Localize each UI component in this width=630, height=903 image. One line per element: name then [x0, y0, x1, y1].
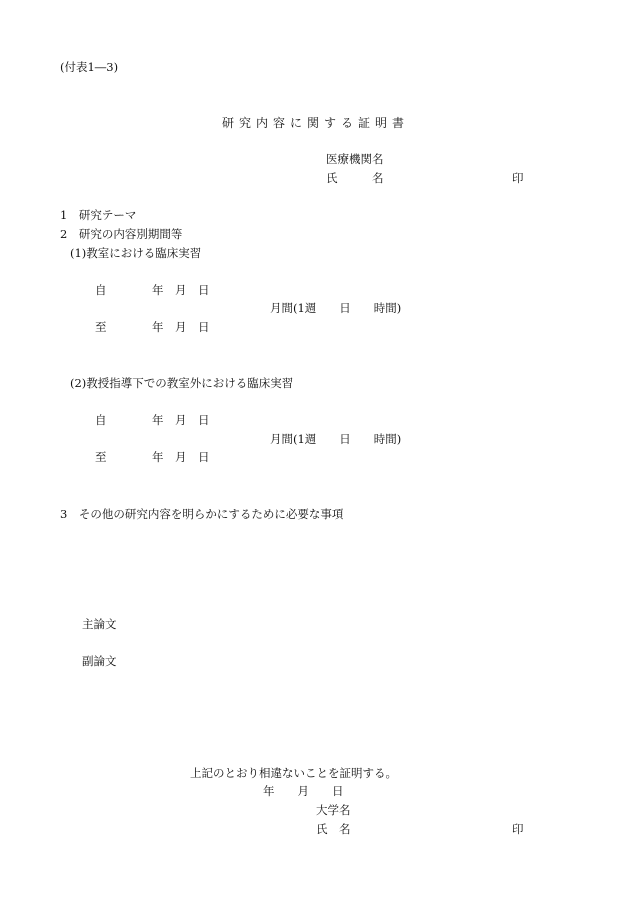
institution-seal: 印: [512, 171, 524, 185]
period1-to-date: 年 月 日: [152, 320, 210, 334]
university-name-label: 大学名: [316, 803, 351, 817]
subitem-classroom-practice: (1)教室における臨床実習: [70, 246, 202, 260]
certification-statement: 上記のとおり相違ないことを証明する。: [190, 766, 397, 780]
period2-from-label: 自: [95, 413, 107, 427]
form-number: (付表1―3): [60, 60, 119, 74]
period2-to-label: 至: [95, 450, 107, 464]
certification-date: 年 月 日: [263, 784, 344, 798]
period2-from-date: 年 月 日: [152, 413, 210, 427]
item-other-matters: 3 その他の研究内容を明らかにするために必要な事項: [60, 507, 344, 521]
period1-to-label: 至: [95, 320, 107, 334]
item-research-theme: 1 研究テーマ: [60, 208, 137, 222]
period2-to-date: 年 月 日: [152, 450, 210, 464]
main-thesis-label: 主論文: [82, 617, 117, 631]
period1-duration: 月間(1週 日 時間): [270, 301, 402, 315]
period1-from-date: 年 月 日: [152, 283, 210, 297]
period1-from-label: 自: [95, 283, 107, 297]
certifier-seal: 印: [512, 822, 524, 836]
subitem-supervised-practice: (2)教授指導下での教室外における臨床実習: [70, 376, 294, 390]
sub-thesis-label: 副論文: [82, 654, 117, 668]
document-title: 研究内容に関する証明書: [222, 116, 410, 130]
institution-name-label: 医療機関名: [326, 152, 384, 166]
institution-person-label: 氏 名: [326, 171, 384, 185]
item-research-period: 2 研究の内容別期間等: [60, 227, 183, 241]
certifier-name-label: 氏 名: [316, 822, 351, 836]
period2-duration: 月間(1週 日 時間): [270, 432, 402, 446]
